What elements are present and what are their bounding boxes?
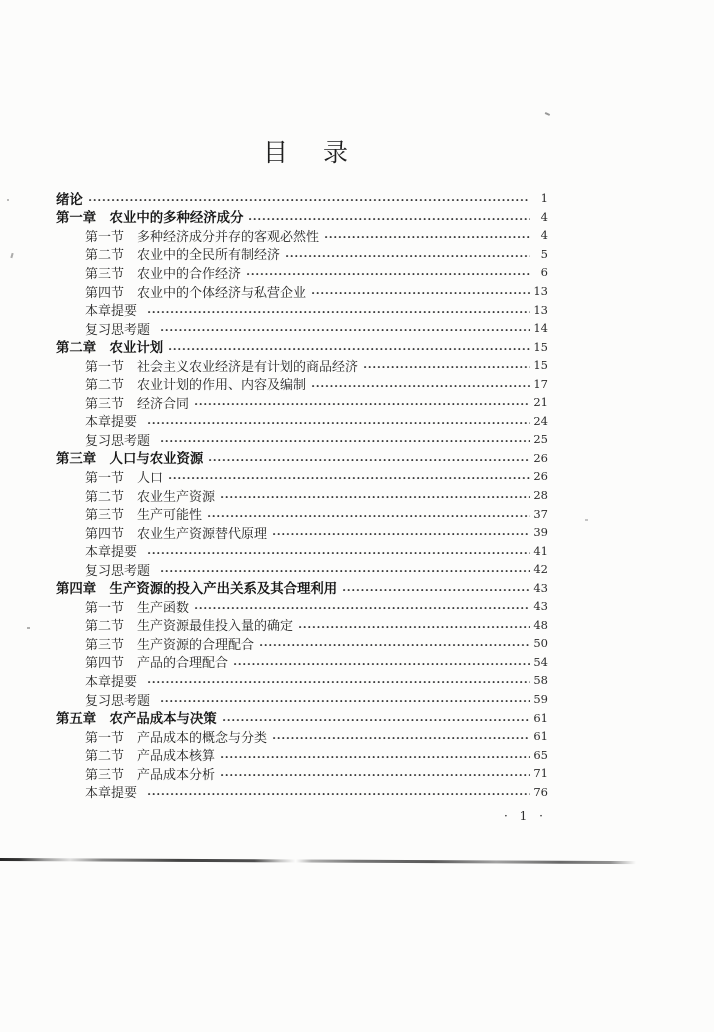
dot-leader-icon xyxy=(312,292,530,296)
toc-entry-page: 4 xyxy=(540,228,548,243)
toc-entry-page: 71 xyxy=(533,766,548,781)
toc-entry xyxy=(56,430,548,449)
toc-entry-label: 第三节 产品成本分析 xyxy=(85,767,216,783)
toc-entry xyxy=(56,671,548,690)
dot-leader-icon xyxy=(273,533,530,537)
toc-entry xyxy=(56,708,548,727)
dot-leader-icon xyxy=(234,663,530,667)
toc-entry-label: 第二节 农业计划的作用、内容及编制 xyxy=(85,378,307,394)
dot-leader-icon xyxy=(148,681,530,685)
toc-entry-page: 50 xyxy=(533,636,548,651)
toc-entry xyxy=(56,616,548,635)
toc-entry xyxy=(56,374,548,393)
toc-entry-page: 48 xyxy=(533,617,548,632)
toc-entry-page: 41 xyxy=(533,543,548,558)
toc-entry xyxy=(56,690,548,709)
toc-entry xyxy=(56,189,548,208)
toc-entry xyxy=(56,523,548,542)
dot-leader-icon xyxy=(148,552,530,556)
toc-entry xyxy=(56,634,548,653)
toc-entry-page: 61 xyxy=(533,729,548,744)
toc-entry-page: 42 xyxy=(533,562,548,577)
scan-speck xyxy=(27,627,30,629)
dot-leader-icon xyxy=(223,719,530,723)
page-title: 目 录 xyxy=(262,138,353,167)
toc-entry-label: 第三节 农业中的合作经济 xyxy=(85,266,242,282)
dot-leader-icon xyxy=(221,756,530,760)
toc-entry-label: 复习思考题 xyxy=(85,433,151,449)
toc-entry-label: 第一节 多种经济成分并存的客观必然性 xyxy=(85,229,320,245)
toc-entry xyxy=(56,263,548,282)
toc-entry xyxy=(56,597,548,616)
dot-leader-icon xyxy=(312,385,530,389)
toc-entry-label: 复习思考题 xyxy=(85,322,151,338)
toc-entry xyxy=(56,727,548,746)
dot-leader-icon xyxy=(148,311,530,315)
toc-entry-label: 第四节 农业中的个体经济与私营企业 xyxy=(85,285,307,301)
toc-entry-label: 第二节 产品成本核算 xyxy=(85,749,216,765)
toc-entry-label: 本章提要 xyxy=(85,786,138,802)
toc-entry-page: 5 xyxy=(540,246,548,261)
toc-entry-label: 第三节 生产资源的合理配合 xyxy=(85,637,255,653)
dot-leader-icon xyxy=(148,793,530,797)
dot-leader-icon xyxy=(299,626,530,630)
scan-speck xyxy=(7,199,9,201)
toc-entry-page: 4 xyxy=(540,209,548,224)
toc-entry xyxy=(56,337,548,356)
toc-entry xyxy=(56,300,548,319)
toc-entry-page: 14 xyxy=(533,321,548,336)
toc-entry-label: 第一节 社会主义农业经济是有计划的商品经济 xyxy=(85,359,359,375)
dot-leader-icon xyxy=(221,496,530,500)
toc-entry-page: 58 xyxy=(533,673,548,688)
dot-leader-icon xyxy=(89,199,530,203)
dot-leader-icon xyxy=(286,255,530,259)
toc-entry-label: 本章提要 xyxy=(85,304,138,320)
dot-leader-icon xyxy=(343,589,530,593)
toc-entry-label: 第一节 生产函数 xyxy=(85,600,190,616)
toc-entry-label: 本章提要 xyxy=(85,675,138,690)
dot-leader-icon xyxy=(221,774,530,778)
toc-entry-label: 第四节 农业生产资源替代原理 xyxy=(85,526,268,542)
toc-entry-label: 第二章 农业计划 xyxy=(56,341,164,357)
toc-entry xyxy=(56,653,548,672)
toc-entry-label: 第一节 产品成本的概念与分类 xyxy=(85,730,268,746)
toc-entry-label: 第一节 人口 xyxy=(85,470,164,486)
toc-entry-page: 26 xyxy=(533,469,548,484)
toc-entry-label: 第二节 生产资源最佳投入量的确定 xyxy=(85,619,294,635)
dot-leader-icon xyxy=(161,570,530,574)
dot-leader-icon xyxy=(195,403,530,407)
toc-entry-page: 13 xyxy=(533,302,548,317)
toc-entry xyxy=(56,449,548,468)
toc-entry-page: 26 xyxy=(533,450,548,465)
toc-entry-label: 第四节 产品的合理配合 xyxy=(85,656,229,672)
toc-entry-page: 76 xyxy=(533,784,548,799)
toc-entry xyxy=(56,745,548,764)
page-number-footer: · 1 · xyxy=(504,809,547,823)
scan-speck xyxy=(585,519,588,521)
scan-speck xyxy=(10,253,13,258)
toc-entry-page: 21 xyxy=(533,395,548,410)
dot-leader-icon xyxy=(247,273,530,277)
toc-entry-label: 第三节 生产可能性 xyxy=(85,508,203,524)
toc-entry-page: 59 xyxy=(533,692,548,707)
toc-entry-page: 24 xyxy=(533,413,548,428)
toc-entry xyxy=(56,541,548,560)
toc-entry-label: 第五章 农产品成本与决策 xyxy=(56,712,217,728)
toc-entry-label: 第四章 生产资源的投入产出关系及其合理利用 xyxy=(56,582,338,598)
toc-entry xyxy=(56,393,548,412)
dot-leader-icon xyxy=(249,218,530,222)
toc-entry xyxy=(56,412,548,431)
toc-entry xyxy=(56,578,548,597)
toc-entry xyxy=(56,560,548,579)
toc-entry-label: 第三节 经济合同 xyxy=(85,396,190,412)
toc-entry-label: 第二节 农业中的全民所有制经济 xyxy=(85,248,281,264)
toc-entry-label: 本章提要 xyxy=(85,415,138,431)
toc-entry xyxy=(56,486,548,505)
toc-entry-label: 第一章 农业中的多种经济成分 xyxy=(56,211,244,227)
toc-entry-page: 37 xyxy=(533,506,548,521)
dot-leader-icon xyxy=(273,737,530,741)
dot-leader-icon xyxy=(169,477,530,481)
dot-leader-icon xyxy=(364,366,530,370)
dot-leader-icon xyxy=(161,329,530,333)
toc-entry xyxy=(56,245,548,264)
toc-entry-page: 17 xyxy=(533,376,548,391)
scan-edge-line xyxy=(0,858,636,864)
toc-entry xyxy=(56,504,548,523)
toc-entry-page: 43 xyxy=(533,599,548,614)
toc-entry-page: 1 xyxy=(540,191,548,206)
dot-leader-icon xyxy=(260,644,530,648)
toc-entry xyxy=(56,783,548,802)
toc-entry-page: 39 xyxy=(533,525,548,540)
toc-entry-label: 第三章 人口与农业资源 xyxy=(56,452,204,468)
toc-entry xyxy=(56,356,548,375)
toc-entry-page: 61 xyxy=(533,710,548,725)
toc-entry xyxy=(56,208,548,227)
toc-entry-page: 65 xyxy=(533,747,548,762)
toc-entry-label: 绪论 xyxy=(56,192,83,208)
dot-leader-icon xyxy=(209,459,530,463)
toc-entry-label: 本章提要 xyxy=(85,545,138,561)
toc-entry xyxy=(56,467,548,486)
dot-leader-icon xyxy=(195,607,530,611)
toc-entry-page: 43 xyxy=(533,580,548,595)
toc-entry-label: 复习思考题 xyxy=(85,563,151,579)
dot-leader-icon xyxy=(169,348,530,352)
dot-leader-icon xyxy=(208,515,530,519)
toc-list xyxy=(56,189,548,801)
dot-leader-icon xyxy=(148,422,530,426)
toc-entry-page: 15 xyxy=(533,339,548,354)
toc-entry-page: 54 xyxy=(533,654,548,669)
toc-entry-page: 6 xyxy=(540,265,548,280)
toc-entry xyxy=(56,226,548,245)
toc-entry-page: 25 xyxy=(533,432,548,447)
toc-entry xyxy=(56,319,548,338)
toc-entry-page: 15 xyxy=(533,358,548,373)
dot-leader-icon xyxy=(325,236,530,240)
dot-leader-icon xyxy=(161,700,530,704)
toc-entry-label: 复习思考题 xyxy=(85,693,151,709)
toc-entry xyxy=(56,282,548,301)
toc-entry-label: 第二节 农业生产资源 xyxy=(85,489,216,505)
toc-entry-page: 13 xyxy=(533,284,548,298)
dot-leader-icon xyxy=(161,440,530,444)
toc-entry-page: 28 xyxy=(533,488,548,503)
toc-entry xyxy=(56,764,548,783)
scan-speck xyxy=(545,112,550,115)
